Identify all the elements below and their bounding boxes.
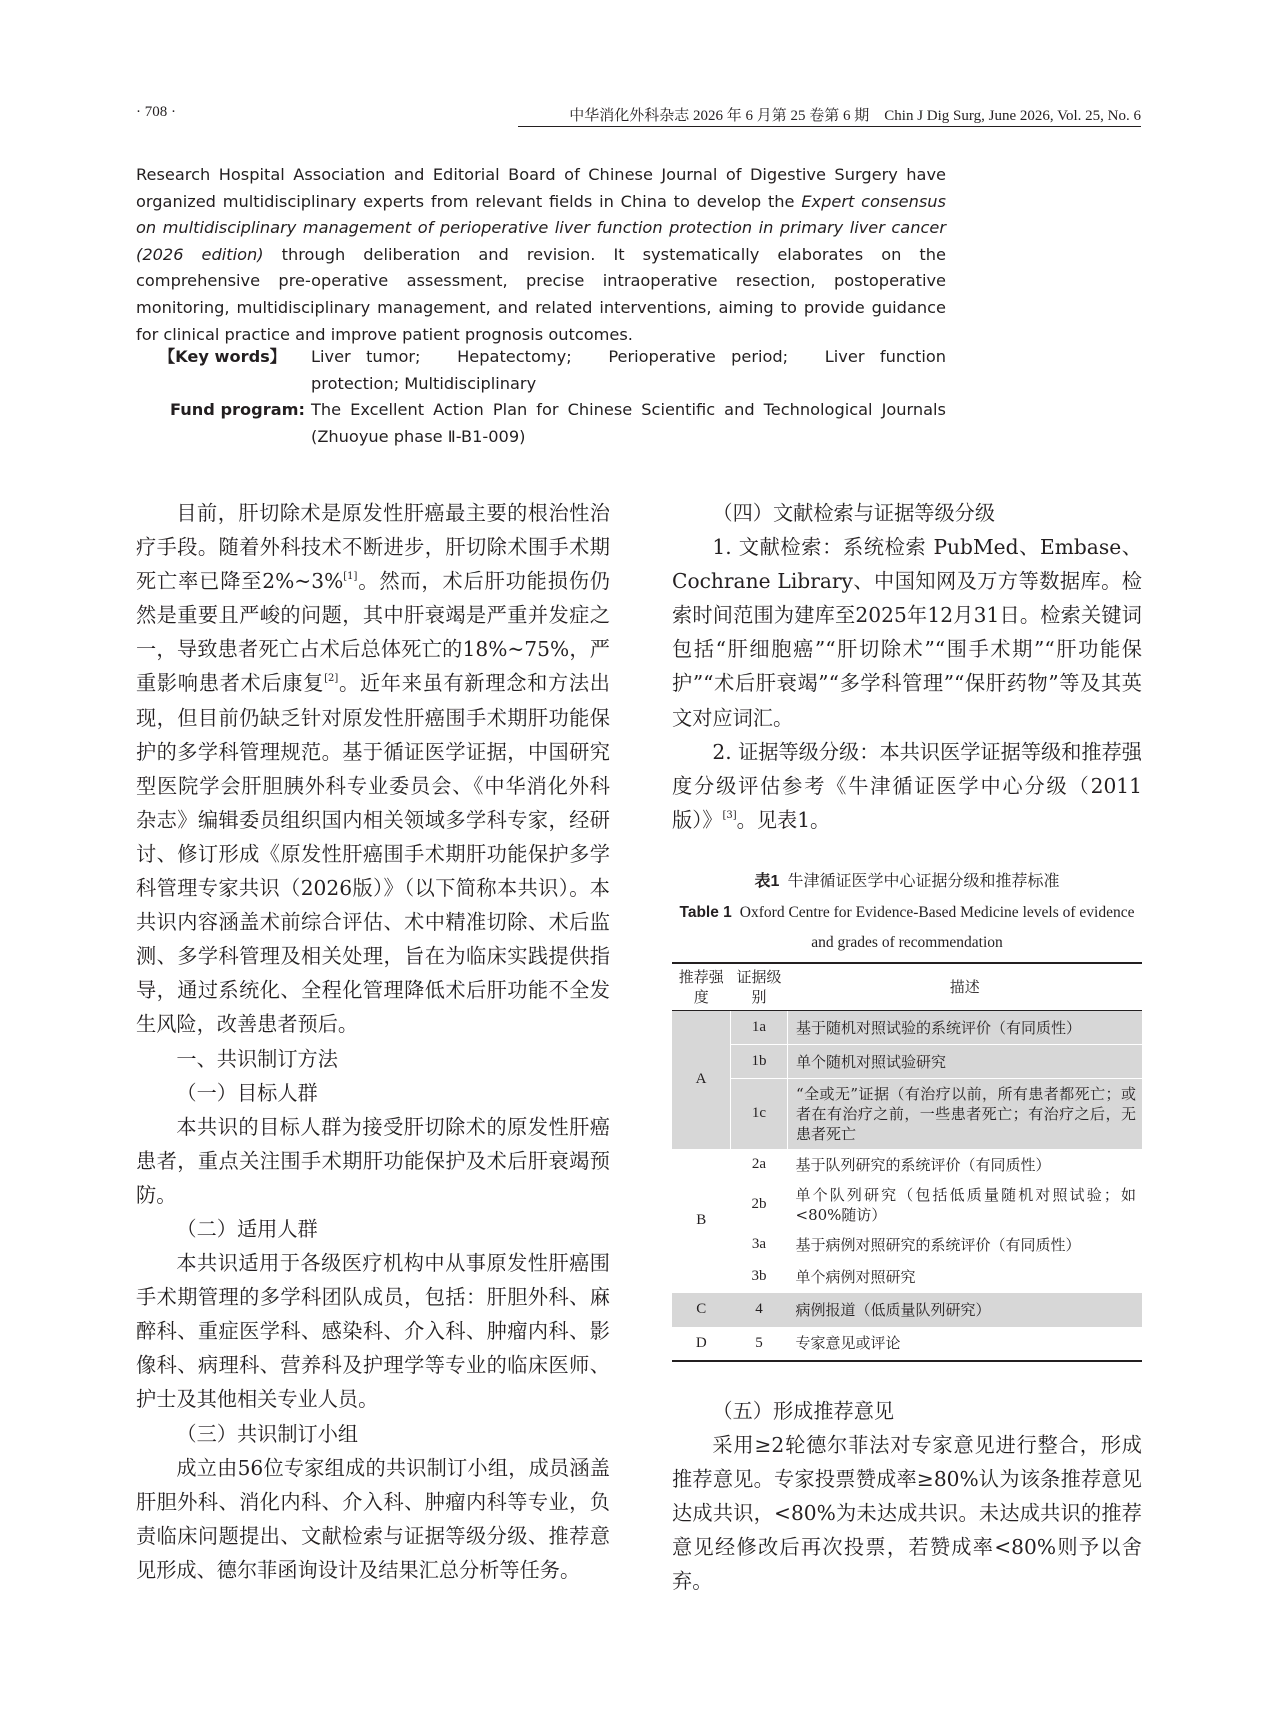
table-caption-en [672, 898, 1142, 958]
table-row [672, 1045, 1142, 1079]
table-header-row [672, 963, 1142, 1011]
header-rule [518, 126, 1141, 127]
keywords-label: 【Key words】 [158, 347, 286, 366]
table-title-cn: 牛津循证医学中心证据分级和推荐标准 [787, 871, 1060, 890]
evidence-levels-table [672, 962, 1142, 1362]
level-cell: 4 [731, 1293, 788, 1327]
intro-paragraph [136, 496, 610, 1042]
intro-text-3: 。近年来虽有新理念和方法出现，但目前仍缺乏针对原发性肝癌围手术期肝功能保护的多学科管理规范。基于循证医学证据，中国研究型医院学会肝胆胰外科专业委员会、《中华消化外科杂志》编辑委员组织国内相关领域多学科专家，经研讨、修订形成《原发性肝癌围手术期肝功能保护多学科管理专家共识（2026版）》（以下简称本共识）。本共识内容涵盖术前综合评估、术中精准切除、术后监测、多学科管理及相关处理，旨在为临床实践提供指导，通过系统化、全程化管理降低术后肝功能不全发生风险，改善患者预后。 [136, 671, 610, 1037]
subsection-heading-recommendations: （五）形成推荐意见 [712, 1399, 895, 1423]
fund-label: Fund program: [169, 400, 305, 419]
description-cell: 单个病例对照研究 [795, 1267, 916, 1286]
table-title-en: Oxford Centre for Evidence-Based Medicine levels of evidence and grades of recommendation [739, 904, 1135, 951]
left-column [136, 496, 610, 1587]
subsection-heading-literature: （四）文献检索与证据等级分级 [712, 501, 996, 525]
evidence-grading-paragraph [672, 735, 1142, 837]
description-cell: 专家意见或评论 [795, 1334, 901, 1352]
right-column-bottom [672, 1394, 1142, 1599]
right-column-top [672, 496, 1142, 837]
description-cell: 单个随机对照试验研究 [788, 1045, 1143, 1079]
table-row [672, 1181, 1142, 1229]
fund-program: The Excellent Action Plan for Chinese Scientific and Technological Journals (Zhuoyue phase Ⅱ-B1-009) [311, 400, 946, 446]
page-number: · 708 · [136, 104, 176, 120]
level-cell: 1a [731, 1011, 788, 1045]
evidence-table-wrapper [672, 962, 1142, 1362]
intro-text-1: 目前，肝切除术是原发性肝癌最主要的根治性治疗手段。随着外科技术不断进步，肝切除术围手术期死亡率已降至2%~3% [136, 501, 610, 594]
description-cell: 基于随机对照试验的系统评价（有同质性） [788, 1011, 1143, 1045]
description-cell: 基于队列研究的系统评价（有同质性） [795, 1155, 1051, 1174]
level-cell: 1c [731, 1079, 788, 1149]
level-cell: 2a [751, 1156, 767, 1172]
grade-cell-a: A [672, 1011, 731, 1149]
abstract-text-before: Research Hospital Association and Editorial Board of Chinese Journal of Digestive Surgery have organized multidisciplinary experts from relevant fields in China to develop the [136, 165, 946, 211]
subsection-heading-users: （二）适用人群 [176, 1216, 318, 1241]
abstract-text-after: through deliberation and revision. It systematically elaborates on the comprehensive pre-operative assessment, precise intraoperative resection, postoperative monitoring, multidisciplinary management, and related interventions, aiming to provide guidance for clinical practice and improve patient prognosis outcomes. [136, 244, 946, 344]
grade-cell-d: D [695, 1334, 707, 1351]
journal-running-head: 中华消化外科杂志 2026 年 6 月第 25 卷第 6 期 Chin J Dig Surg, June 2026, Vol. 25, No. 6 [569, 108, 1141, 124]
level-cell: 5 [755, 1334, 763, 1351]
grading-text-2: 。见表1。 [736, 807, 831, 832]
grading-text-1: 2. 证据等级分级：本共识医学证据等级和推荐强度分级评估参考《牛津循证医学中心分级（2011版）》 [672, 739, 1142, 832]
header-grade: 推荐强度 [672, 963, 731, 1011]
table-row [672, 1261, 1142, 1293]
table-row [672, 1149, 1142, 1181]
intended-users-paragraph: 本共识适用于各级医疗机构中从事原发性肝癌围手术期管理的多学科团队成员，包括：肝胆外科、麻醉科、重症医学科、感染科、介入科、肿瘤内科、影像科、病理科、营养科及护理学等专业的临床医师、护士及其他相关专业人员。 [136, 1251, 610, 1412]
table-row [672, 1327, 1142, 1361]
target-population-paragraph: 本共识的目标人群为接受肝切除术的原发性肝癌患者，重点关注围手术期肝功能保护及术后肝衰竭预防。 [136, 1114, 610, 1207]
description-cell: “全或无”证据（有治疗以前，所有患者都死亡；或者在有治疗之前，一些患者死亡；有治疗之后，无患者死亡 [788, 1079, 1143, 1149]
abstract-consensus-title: Expert consensus on multidisciplinary management of perioperative liver function protection in primary liver cancer (2026 edition) [136, 191, 946, 264]
level-cell: 3b [751, 1268, 767, 1284]
recommendation-paragraph: 采用≥2轮德尔菲法对专家意见进行整合，形成推荐意见。专家投票赞成率≥80%认为该条推荐意见达成共识，<80%为未达成共识。未达成共识的推荐意见经修改后再次投票，若赞成率<80%则予以舍弃。 [672, 1433, 1142, 1594]
description-cell: 病例报道（低质量队列研究） [788, 1293, 1143, 1327]
subsection-heading-panel: （三）共识制订小组 [176, 1421, 359, 1446]
table-row [672, 1293, 1142, 1327]
level-cell: 1b [731, 1045, 788, 1079]
subsection-heading-target: （一）目标人群 [176, 1080, 318, 1105]
table-row [672, 1079, 1142, 1149]
grade-cell-c: C [672, 1293, 731, 1327]
panel-paragraph: 成立由56位专家组成的共识制订小组，成员涵盖肝胆外科、消化内科、介入科、肿瘤内科等专业，负责临床问题提出、文献检索与证据等级分级、推荐意见形成、德尔菲函询设计及结果汇总分析等任务。 [136, 1455, 610, 1582]
citation-ref-3[interactable]: [3] [722, 809, 737, 821]
table-row [672, 1011, 1142, 1045]
citation-ref-2[interactable]: [2] [324, 673, 339, 685]
table-row [672, 1229, 1142, 1261]
citation-ref-1[interactable]: [1] [343, 571, 358, 583]
header-level: 证据级别 [731, 963, 788, 1011]
level-cell: 3a [751, 1236, 767, 1252]
description-cell: 单个队列研究（包括低质量随机对照试验；如<80%随访） [795, 1185, 1136, 1224]
table-label-en: Table 1 [679, 904, 732, 921]
keywords: Liver tumor; Hepatectomy; Perioperative period; Liver function protection; Multidisciplinary [311, 347, 946, 393]
section-heading-methods: 一、共识制订方法 [176, 1046, 338, 1071]
header-description: 描述 [788, 963, 1143, 1011]
intro-text-2: 。然而，术后肝功能损伤仍然是重要且严峻的问题，其中肝衰竭是严重并发症之一，导致患者死亡占术后总体死亡的18%~75%，严重影响患者术后康复 [136, 569, 610, 696]
description-cell: 基于病例对照研究的系统评价（有同质性） [795, 1235, 1081, 1254]
table-caption-cn [672, 868, 1142, 891]
grade-cell-b: B [696, 1212, 707, 1228]
table-label-cn: 表1 [754, 873, 780, 890]
level-cell: 2b [751, 1196, 767, 1212]
literature-search-paragraph: 1. 文献检索：系统检索 PubMed、Embase、Cochrane Library、中国知网及万方等数据库。检索时间范围为建库至2025年12月31日。检索关键词包括“肝细胞癌”“肝切除术”“围手术期”“肝功能保护”“术后肝衰竭”“多学科管理”“保肝药物”等及其英文对应词汇。 [672, 535, 1142, 730]
english-abstract [136, 162, 946, 348]
